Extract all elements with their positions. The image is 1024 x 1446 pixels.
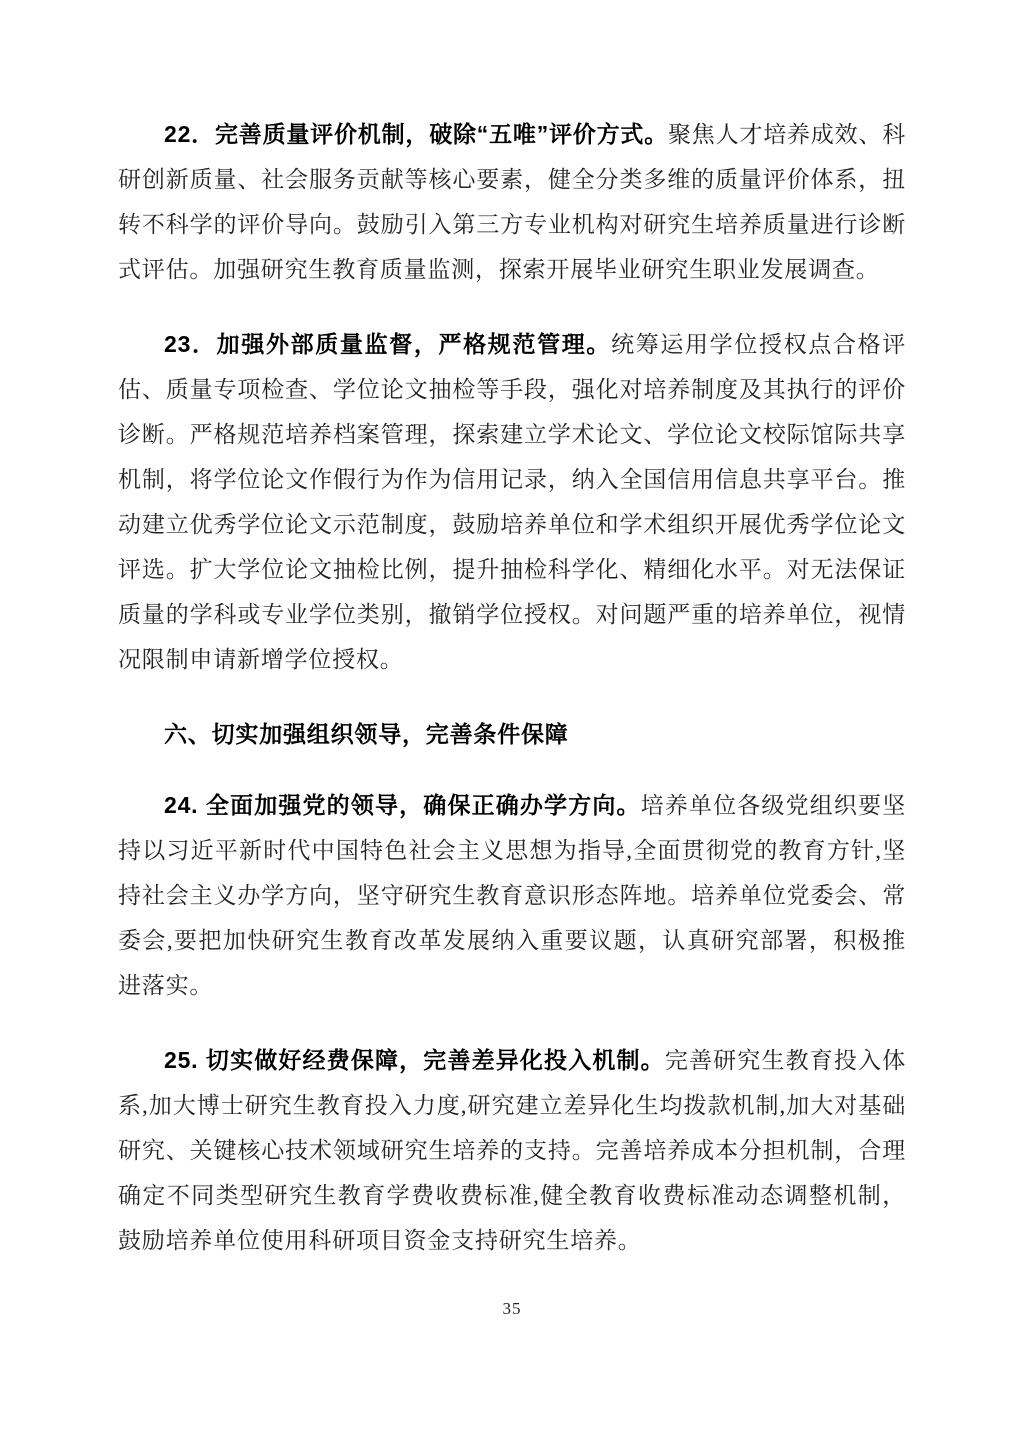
page-footer [118, 1299, 906, 1319]
paragraph-22-body: 聚焦人才培养成效、科研创新质量、社会服务贡献等核心要素，健全分类多维的质量评价体系，扭转不科学的评价导向。鼓励引入第三方专业机构对研究生培养质量进行诊断式评估。加强研究生教育质量监测，探索开展毕业研究生职业发展调查。 [118, 122, 907, 282]
paragraph-22 [118, 112, 906, 292]
page-number: 35 [502, 1299, 522, 1318]
paragraph-24-lead: 24. 全面加强党的领导，确保正确办学方向。 [164, 792, 641, 818]
paragraph-25-body: 完善研究生教育投入体系,加大博士研究生教育投入力度,研究建立差异化生均拨款机制,加大对基础研究、关键核心技术领域研究生培养的支持。完善培养成本分担机制，合理确定不同类型研究生教育学费收费标准,健全教育收费标准动态调整机制，鼓励培养单位使用科研项目资金支持研究生培养。 [118, 1048, 907, 1253]
paragraph-23-lead: 23．加强外部质量监督，严格规范管理。 [164, 331, 612, 357]
paragraph-24-body: 培养单位各级党组织要坚持以习近平新时代中国特色社会主义思想为指导,全面贯彻党的教育方针,坚持社会主义办学方向，坚守研究生教育意识形态阵地。培养单位党委会、常委会,要把加快研究生教育改革发展纳入重要议题，认真研究部署，积极推进落实。 [118, 793, 906, 998]
section-heading-6: 六、切实加强组织领导，完善条件保障 [164, 721, 569, 747]
paragraph-22-lead: 22．完善质量评价机制，破除“五唯”评价方式。 [164, 121, 668, 147]
paragraph-25-lead: 25. 切实做好经费保障，完善差异化投入机制。 [164, 1047, 665, 1073]
paragraph-23 [118, 322, 906, 682]
paragraph-23-body: 统筹运用学位授权点合格评估、质量专项检查、学位论文抽检等手段，强化对培养制度及其执行的评价诊断。严格规范培养档案管理，探索建立学术论文、学位论文校际馆际共享机制，将学位论文作假行为作为信用记录，纳入全国信用信息共享平台。推动建立优秀学位论文示范制度，鼓励培养单位和学术组织开展优秀学位论文评选。扩大学位论文抽检比例，提升抽检科学化、精细化水平。对无法保证质量的学科或专业学位类别，撤销学位授权。对问题严重的培养单位，视情况限制申请新增学位授权。 [118, 332, 906, 672]
paragraph-25 [118, 1038, 906, 1263]
paragraph-24 [118, 783, 906, 1008]
